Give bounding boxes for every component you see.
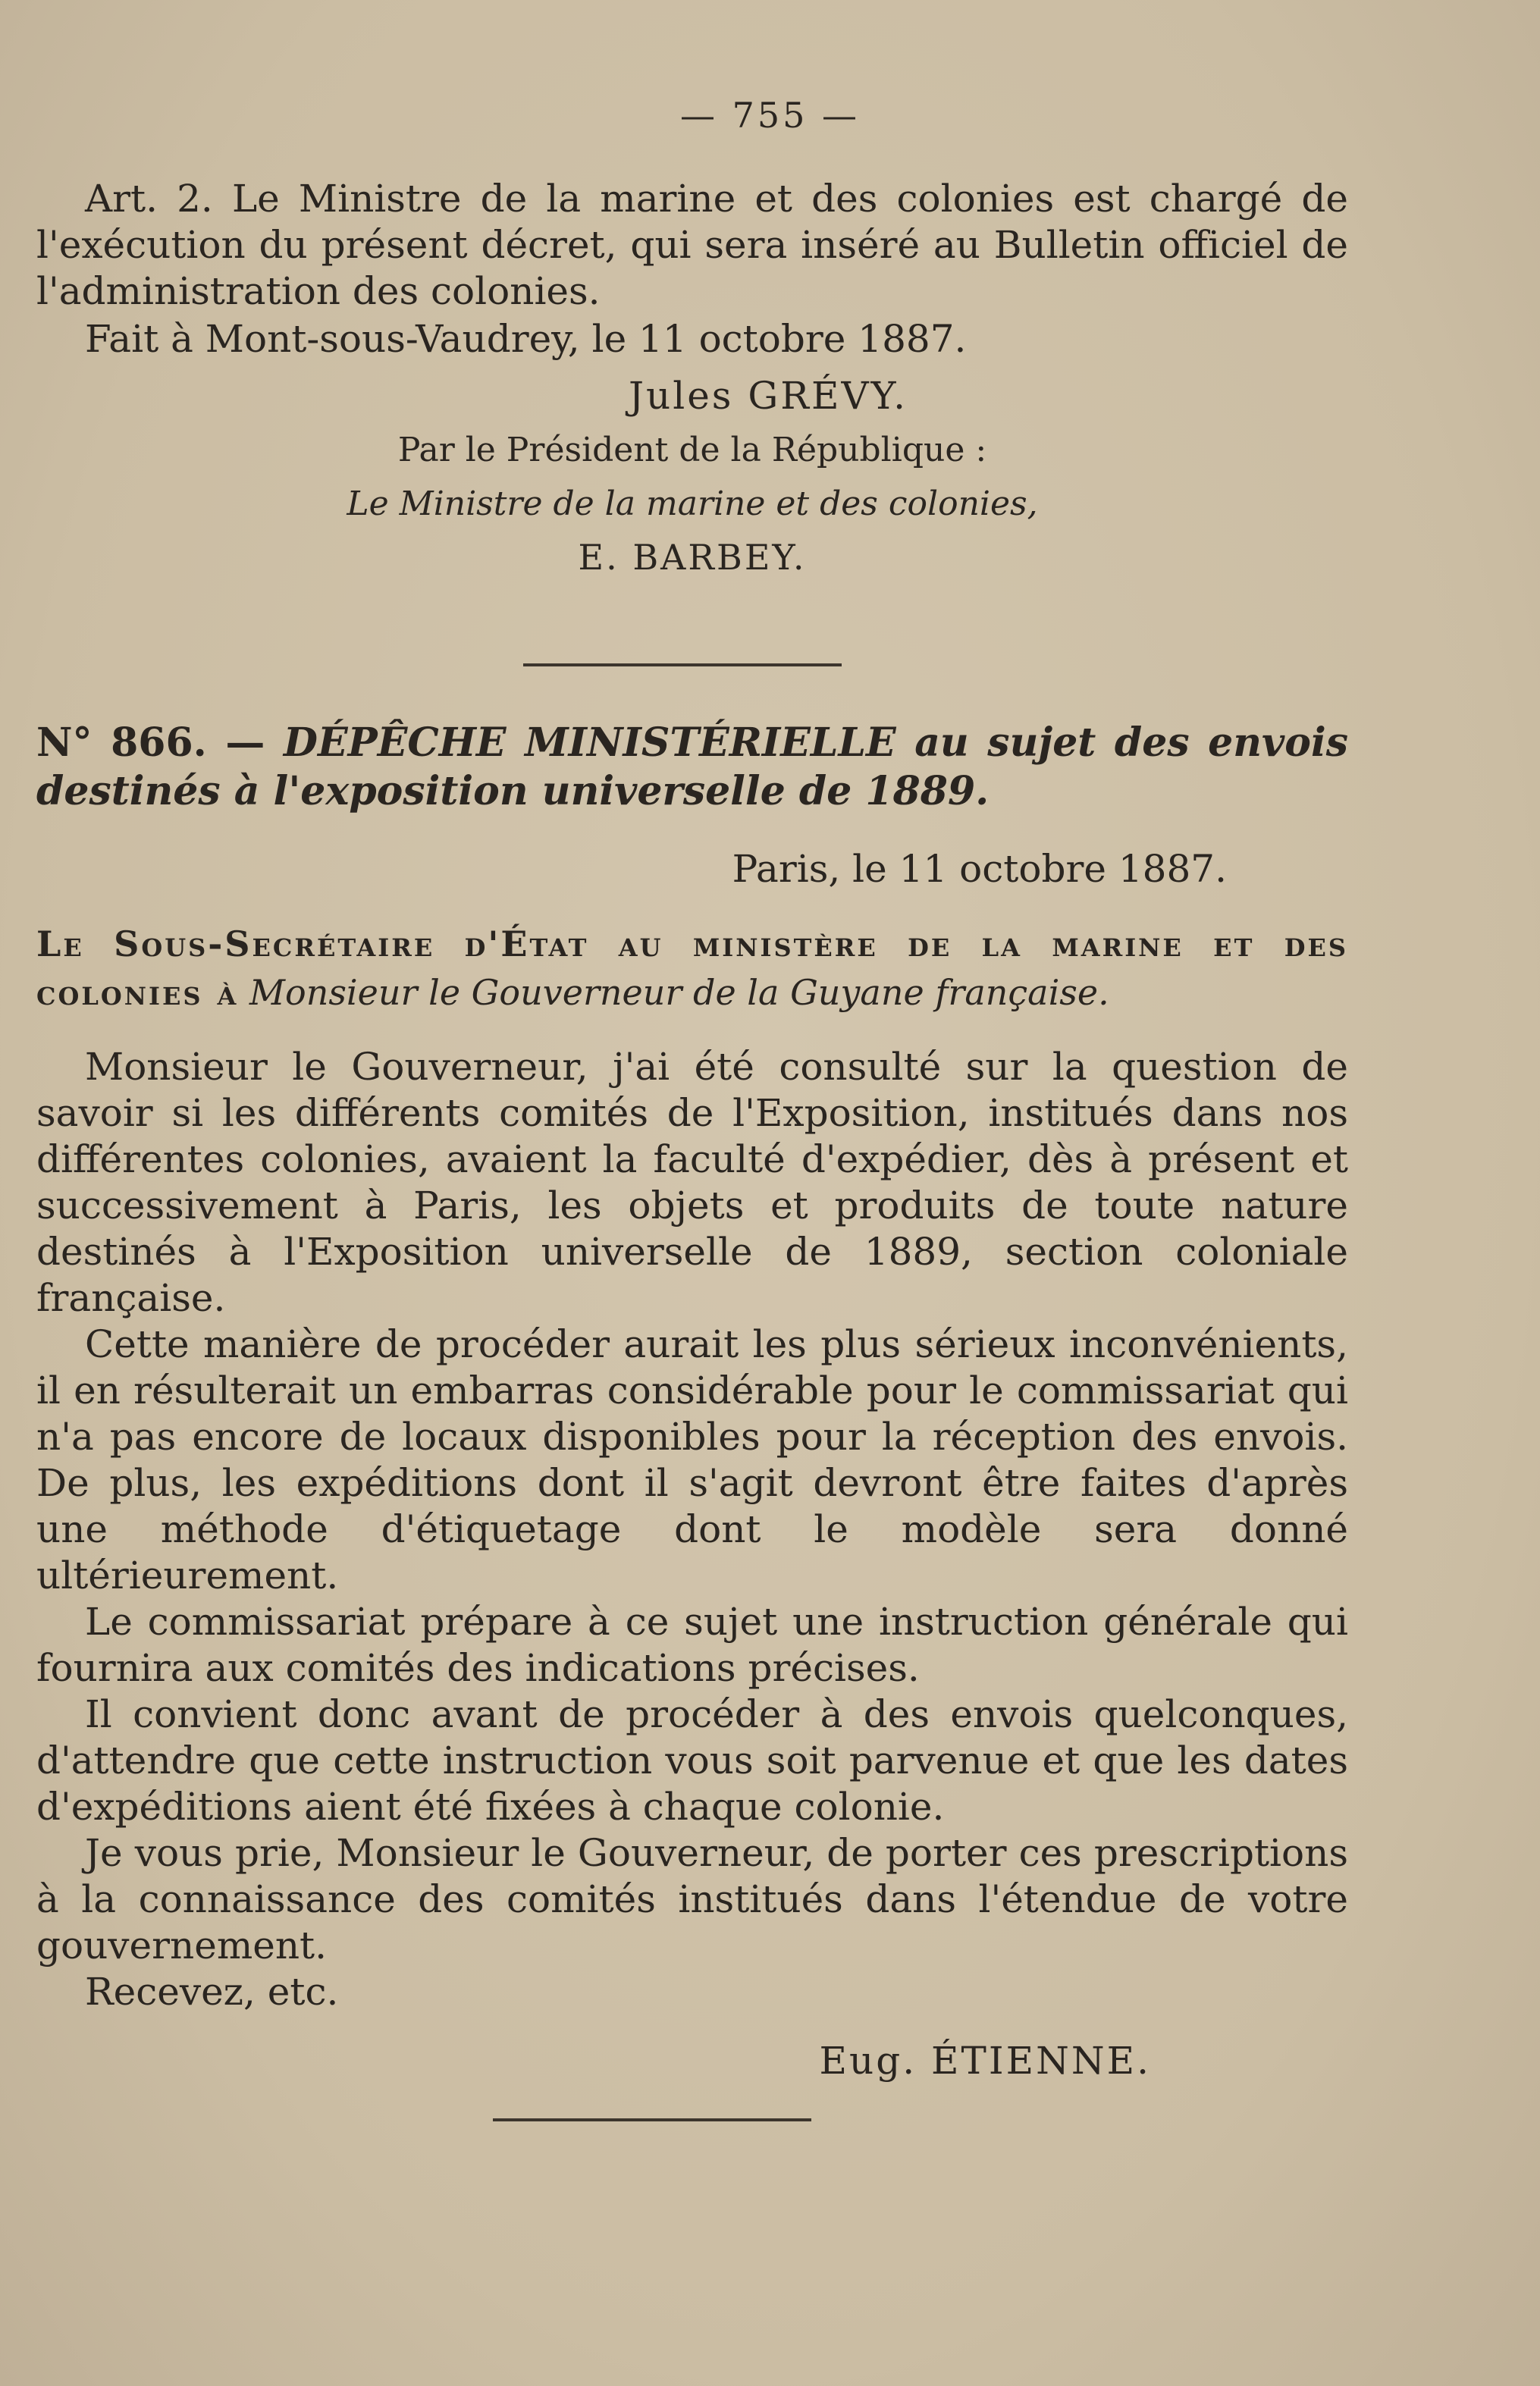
done-at-line: Fait à Mont-sous-Vaudrey, le 11 octobre 1887. bbox=[85, 317, 967, 361]
body-paragraph-2: Cette manière de procéder aurait les plus sérieux inconvénients, il en résulterait un embarras considérable pour le commissariat qui n'a pas encore de locaux disponibles pour la réception des envois. De plus, les expéditions dont il s'agit devront être faites d'après une méthode d'étiquetage dont le modèle sera donné ultérieurement. bbox=[36, 1322, 1348, 1597]
article-2: Art. 2. Le Ministre de la marine et des colonies est chargé de l'exécution du présent décret, qui sera inséré au Bulletin officiel de l'administration des colonies. bbox=[36, 177, 1348, 313]
minister-title: Le Ministre de la marine et des colonies, bbox=[347, 484, 1038, 523]
dispatch-heading bbox=[36, 719, 1348, 816]
end-divider bbox=[493, 2118, 811, 2121]
body-paragraph-5: Je vous prie, Monsieur le Gouverneur, de porter ces prescriptions à la connaissance des comités institués dans l'étendue de votre gouvernement. bbox=[36, 1831, 1348, 1967]
page-number: — 755 — bbox=[679, 95, 861, 136]
decree-end-section bbox=[36, 176, 1348, 581]
dispatch-date: Paris, le 11 octobre 1887. bbox=[732, 847, 1227, 891]
address-recipient: Monsieur le Gouverneur de la Guyane française. bbox=[249, 972, 1109, 1013]
dispatch-signature: Eug. ÉTIENNE. bbox=[819, 2039, 1151, 2083]
body-paragraph-4: Il convient donc avant de procéder à des envois quelconques, d'attendre que cette instruction vous soit parvenue et que les dates d'expéditions aient été fixées à chaque colonie. bbox=[36, 1692, 1348, 1829]
closing-line: Recevez, etc. bbox=[85, 1970, 339, 2014]
dispatch-address bbox=[36, 920, 1348, 1017]
dispatch-number: N° 866. — bbox=[36, 720, 265, 766]
body-paragraph-3: Le commissariat prépare à ce sujet une instruction générale qui fournira aux comités des indications précises. bbox=[36, 1600, 1348, 1690]
president-signature: Jules GRÉVY. bbox=[628, 374, 908, 418]
dispatch-section bbox=[36, 719, 1348, 2084]
address-sender: Le Sous-Secrétaire d'État au ministère de la marine et des colonies à bbox=[36, 923, 1348, 1013]
minister-signature: E. BARBEY. bbox=[578, 537, 807, 578]
by-president-line: Par le Président de la République : bbox=[397, 431, 987, 469]
section-divider bbox=[523, 663, 842, 666]
body-paragraph-1: Monsieur le Gouverneur, j'ai été consulté sur la question de savoir si les différents comités de l'Exposition, institués dans nos différentes colonies, avaient la faculté d'expédier, dès à présent et successivement à Paris, les objets et produits de toute nature destinés à l'Exposition universelle de 1889, section coloniale française. bbox=[36, 1045, 1348, 1320]
dispatch-title: DÉPÊCHE MINISTÉRIELLE au sujet des envois destinés à l'exposition universelle de 1889. bbox=[36, 720, 1348, 814]
